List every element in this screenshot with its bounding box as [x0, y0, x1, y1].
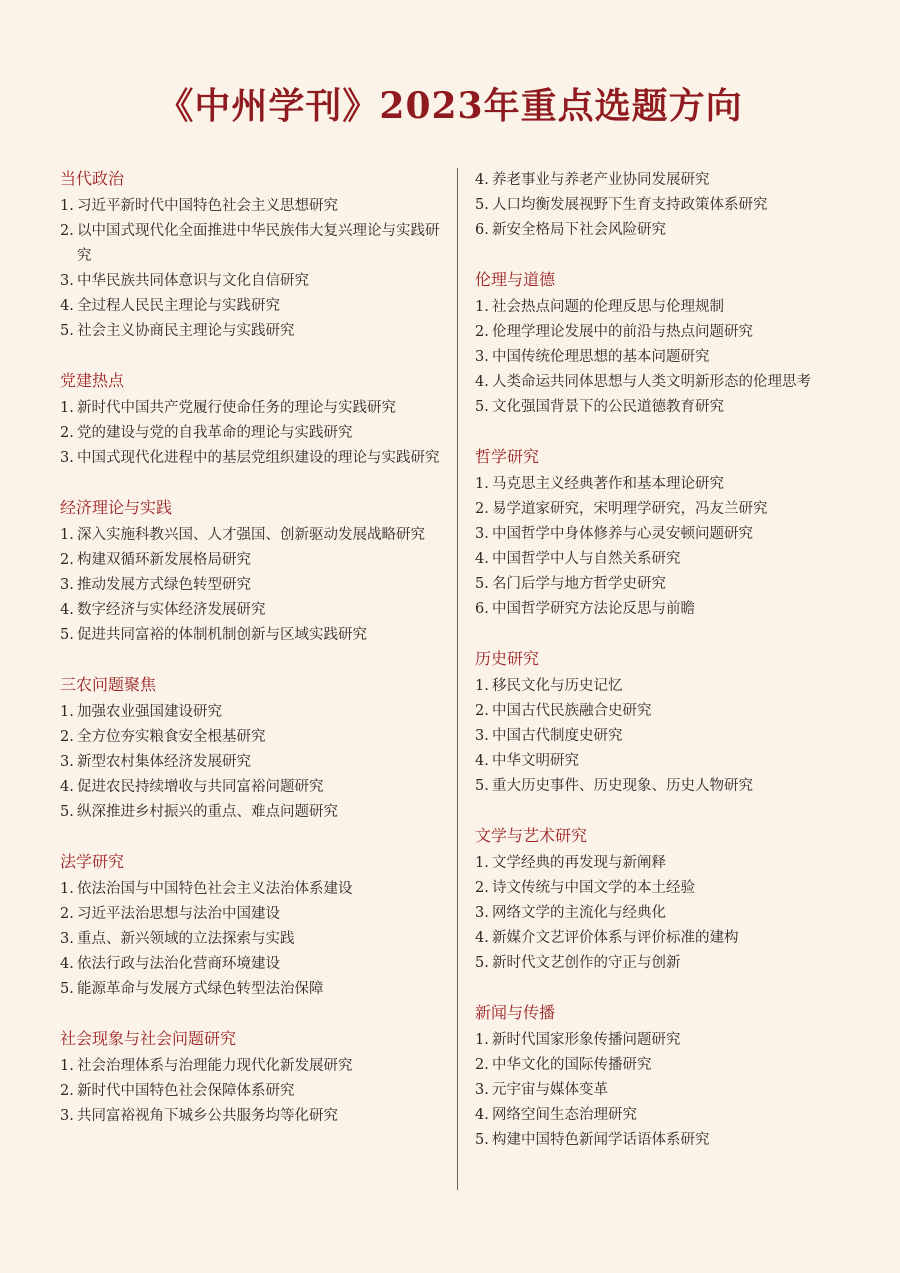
- topic-list: [60, 700, 445, 825]
- item-text: 社会治理体系与治理能力现代化新发展研究: [77, 1058, 353, 1074]
- item-text: 新媒介文艺评价体系与评价标准的建构: [492, 930, 739, 946]
- item-number: 2.: [60, 906, 74, 922]
- item-number: 5.: [60, 627, 74, 643]
- topic-item: [60, 775, 445, 800]
- topic-section: [60, 1028, 445, 1129]
- page-title: 《中州学刊》2023年重点选题方向: [157, 85, 743, 127]
- item-number: 3.: [475, 905, 489, 921]
- item-text: 构建中国特色新闻学话语体系研究: [492, 1132, 710, 1148]
- item-number: 1.: [475, 476, 489, 492]
- item-number: 5.: [475, 197, 489, 213]
- item-number: 3.: [60, 1108, 74, 1124]
- section-title: 当代政治: [60, 169, 125, 188]
- item-number: 3.: [475, 728, 489, 744]
- section-title: 经济理论与实践: [60, 498, 173, 517]
- topic-item: [475, 547, 850, 572]
- item-text: 重点、新兴领域的立法探索与实践: [77, 931, 295, 947]
- item-text: 党的建设与党的自我革命的理论与实践研究: [77, 425, 353, 441]
- item-number: 2.: [60, 552, 74, 568]
- item-number: 3.: [60, 273, 74, 289]
- item-number: 1.: [60, 400, 74, 416]
- section-title: 法学研究: [60, 852, 125, 871]
- topic-section: [475, 446, 850, 622]
- topic-item: [60, 446, 445, 471]
- section-title: 三农问题聚焦: [60, 675, 157, 694]
- column-divider: [457, 168, 458, 1190]
- topic-section: [475, 1002, 850, 1153]
- topic-item: [475, 699, 850, 724]
- item-number: 5.: [475, 955, 489, 971]
- topic-item: [60, 725, 445, 750]
- item-number: 3.: [60, 754, 74, 770]
- topic-item: [475, 1053, 850, 1078]
- item-text: 中国式现代化进程中的基层党组织建设的理论与实践研究: [77, 450, 440, 466]
- topic-item: [60, 750, 445, 775]
- topic-item: [60, 269, 445, 294]
- topic-item: [475, 1078, 850, 1103]
- item-text: 深入实施科教兴国、人才强国、创新驱动发展战略研究: [77, 527, 425, 543]
- topic-item: [475, 497, 850, 522]
- item-number: 1.: [475, 1032, 489, 1048]
- topic-item: [475, 1103, 850, 1128]
- topic-list: [60, 194, 445, 344]
- item-text: 人类命运共同体思想与人类文明新形态的伦理思考: [492, 374, 811, 390]
- item-text: 促进共同富裕的体制机制创新与区域实践研究: [77, 627, 367, 643]
- item-text: 中国古代民族融合史研究: [492, 703, 652, 719]
- topic-list: [475, 851, 850, 976]
- item-number: 1.: [60, 704, 74, 720]
- left-column: [60, 168, 445, 1155]
- topic-item: [475, 876, 850, 901]
- item-number: 2.: [475, 324, 489, 340]
- topic-list: [475, 472, 850, 622]
- item-text: 诗文传统与中国文学的本土经验: [492, 880, 695, 896]
- item-number: 4.: [60, 602, 74, 618]
- item-number: 5.: [475, 778, 489, 794]
- item-number: 2.: [475, 1057, 489, 1073]
- item-number: 4.: [475, 374, 489, 390]
- topic-item: [60, 573, 445, 598]
- topic-section: [60, 674, 445, 825]
- item-text: 依法行政与法治化营商环境建设: [77, 956, 280, 972]
- topic-item: [60, 1054, 445, 1079]
- topic-item: [475, 168, 850, 193]
- item-number: 1.: [60, 881, 74, 897]
- topic-item: [475, 395, 850, 420]
- item-text: 元宇宙与媒体变革: [492, 1082, 608, 1098]
- topic-item: [60, 623, 445, 648]
- item-text: 数字经济与实体经济发展研究: [77, 602, 266, 618]
- topic-item: [475, 951, 850, 976]
- item-number: 5.: [475, 1132, 489, 1148]
- item-text: 构建双循环新发展格局研究: [77, 552, 251, 568]
- topic-item: [60, 523, 445, 548]
- item-number: 3.: [475, 349, 489, 365]
- topic-item: [60, 319, 445, 344]
- item-number: 4.: [475, 1107, 489, 1123]
- topic-section: [60, 168, 445, 344]
- topic-item: [60, 396, 445, 421]
- section-title: 历史研究: [475, 649, 540, 668]
- item-number: 4.: [475, 551, 489, 567]
- right-column: [475, 168, 850, 1179]
- item-number: 4.: [475, 753, 489, 769]
- item-number: 5.: [60, 804, 74, 820]
- item-number: 5.: [475, 399, 489, 415]
- topic-item: [475, 674, 850, 699]
- topic-section: [60, 851, 445, 1002]
- item-text: 新安全格局下社会风险研究: [492, 222, 666, 238]
- item-text: 促进农民持续增收与共同富裕问题研究: [77, 779, 324, 795]
- topic-item: [475, 572, 850, 597]
- item-text: 依法治国与中国特色社会主义法治体系建设: [77, 881, 353, 897]
- topic-item: [475, 295, 850, 320]
- item-number: 2.: [60, 729, 74, 745]
- topic-item: [475, 749, 850, 774]
- item-text: 文化强国背景下的公民道德教育研究: [492, 399, 724, 415]
- item-number: 1.: [60, 527, 74, 543]
- topic-list: [475, 674, 850, 799]
- item-text: 中国哲学中人与自然关系研究: [492, 551, 681, 567]
- item-number: 4.: [60, 956, 74, 972]
- item-text: 网络空间生态治理研究: [492, 1107, 637, 1123]
- topic-item: [60, 902, 445, 927]
- topic-section: [60, 370, 445, 471]
- item-text: 全方位夯实粮食安全根基研究: [77, 729, 266, 745]
- topic-list: [60, 396, 445, 471]
- topic-list: [475, 168, 850, 243]
- topic-item: [475, 320, 850, 345]
- item-text: 伦理学理论发展中的前沿与热点问题研究: [492, 324, 753, 340]
- item-number: 1.: [60, 1058, 74, 1074]
- item-text: 新型农村集体经济发展研究: [77, 754, 251, 770]
- item-number: 4.: [60, 779, 74, 795]
- item-text: 加强农业强国建设研究: [77, 704, 222, 720]
- item-number: 1.: [475, 678, 489, 694]
- topic-item: [475, 1128, 850, 1153]
- topic-section: [475, 825, 850, 976]
- topic-item: [60, 977, 445, 1002]
- topic-section: [60, 497, 445, 648]
- item-number: 4.: [475, 930, 489, 946]
- topic-item: [60, 294, 445, 319]
- topic-item: [60, 877, 445, 902]
- item-number: 2.: [60, 1083, 74, 1099]
- item-text: 推动发展方式绿色转型研究: [77, 577, 251, 593]
- item-text: 人口均衡发展视野下生育支持政策体系研究: [492, 197, 768, 213]
- item-number: 5.: [475, 576, 489, 592]
- item-number: 5.: [60, 981, 74, 997]
- item-number: 1.: [475, 299, 489, 315]
- topic-item: [60, 548, 445, 573]
- section-title: 新闻与传播: [475, 1003, 556, 1022]
- item-text: 以中国式现代化全面推进中华民族伟大复兴理论与实践研究: [77, 223, 440, 264]
- item-text: 中华民族共同体意识与文化自信研究: [77, 273, 309, 289]
- topic-item: [475, 926, 850, 951]
- item-text: 新时代文艺创作的守正与创新: [492, 955, 681, 971]
- item-number: 2.: [475, 703, 489, 719]
- topic-item: [475, 472, 850, 497]
- item-number: 4.: [60, 298, 74, 314]
- topic-list: [475, 1028, 850, 1153]
- item-number: 2.: [60, 223, 74, 239]
- topic-item: [60, 1079, 445, 1104]
- item-text: 社会热点问题的伦理反思与伦理规制: [492, 299, 724, 315]
- topic-item: [475, 774, 850, 799]
- topic-item: [475, 597, 850, 622]
- item-text: 中华文化的国际传播研究: [492, 1057, 652, 1073]
- item-number: 3.: [475, 526, 489, 542]
- item-number: 2.: [60, 425, 74, 441]
- item-number: 6.: [475, 222, 489, 238]
- topic-item: [60, 194, 445, 219]
- topic-item: [475, 370, 850, 395]
- topic-item: [60, 700, 445, 725]
- item-text: 中国古代制度史研究: [492, 728, 623, 744]
- section-title: 党建热点: [60, 371, 125, 390]
- topic-item: [475, 851, 850, 876]
- topic-item: [60, 1104, 445, 1129]
- topic-item: [60, 421, 445, 446]
- item-text: 纵深推进乡村振兴的重点、难点问题研究: [77, 804, 338, 820]
- item-number: 6.: [475, 601, 489, 617]
- section-title: 社会现象与社会问题研究: [60, 1029, 237, 1048]
- item-text: 社会主义协商民主理论与实践研究: [77, 323, 295, 339]
- item-number: 4.: [475, 172, 489, 188]
- item-number: 3.: [60, 450, 74, 466]
- topic-item: [60, 952, 445, 977]
- topic-section: [475, 648, 850, 799]
- item-text: 易学道家研究，宋明理学研究，冯友兰研究: [492, 501, 768, 517]
- item-text: 能源革命与发展方式绿色转型法治保障: [77, 981, 324, 997]
- section-title: 哲学研究: [475, 447, 540, 466]
- item-text: 共同富裕视角下城乡公共服务均等化研究: [77, 1108, 338, 1124]
- topic-list: [475, 295, 850, 420]
- topic-item: [475, 522, 850, 547]
- item-text: 名门后学与地方哲学史研究: [492, 576, 666, 592]
- item-number: 5.: [60, 323, 74, 339]
- item-text: 移民文化与历史记忆: [492, 678, 623, 694]
- item-text: 重大历史事件、历史现象、历史人物研究: [492, 778, 753, 794]
- topic-item: [475, 901, 850, 926]
- section-title: 文学与艺术研究: [475, 826, 588, 845]
- item-number: 3.: [475, 1082, 489, 1098]
- item-text: 习近平新时代中国特色社会主义思想研究: [77, 198, 338, 214]
- item-number: 3.: [60, 577, 74, 593]
- topic-item: [475, 1028, 850, 1053]
- item-text: 养老事业与养老产业协同发展研究: [492, 172, 710, 188]
- topic-section: [475, 168, 850, 243]
- topic-item: [60, 219, 445, 269]
- item-text: 新时代中国共产党履行使命任务的理论与实践研究: [77, 400, 396, 416]
- topic-item: [475, 193, 850, 218]
- item-text: 中国哲学中身体修养与心灵安顿问题研究: [492, 526, 753, 542]
- topic-item: [60, 598, 445, 623]
- topic-list: [60, 877, 445, 1002]
- item-number: 2.: [475, 501, 489, 517]
- item-text: 中国传统伦理思想的基本问题研究: [492, 349, 710, 365]
- topic-section: [475, 269, 850, 420]
- item-number: 1.: [475, 855, 489, 871]
- item-text: 新时代中国特色社会保障体系研究: [77, 1083, 295, 1099]
- item-number: 1.: [60, 198, 74, 214]
- topic-item: [475, 724, 850, 749]
- topic-item: [60, 927, 445, 952]
- item-text: 文学经典的再发现与新阐释: [492, 855, 666, 871]
- item-text: 全过程人民民主理论与实践研究: [77, 298, 280, 314]
- topic-item: [475, 345, 850, 370]
- topic-list: [60, 1054, 445, 1129]
- item-text: 新时代国家形象传播问题研究: [492, 1032, 681, 1048]
- topic-item: [60, 800, 445, 825]
- item-text: 中华文明研究: [492, 753, 579, 769]
- item-number: 3.: [60, 931, 74, 947]
- topic-item: [475, 218, 850, 243]
- topic-list: [60, 523, 445, 648]
- item-number: 2.: [475, 880, 489, 896]
- section-title: 伦理与道德: [475, 270, 556, 289]
- item-text: 习近平法治思想与法治中国建设: [77, 906, 280, 922]
- item-text: 中国哲学研究方法论反思与前瞻: [492, 601, 695, 617]
- item-text: 马克思主义经典著作和基本理论研究: [492, 476, 724, 492]
- item-text: 网络文学的主流化与经典化: [492, 905, 666, 921]
